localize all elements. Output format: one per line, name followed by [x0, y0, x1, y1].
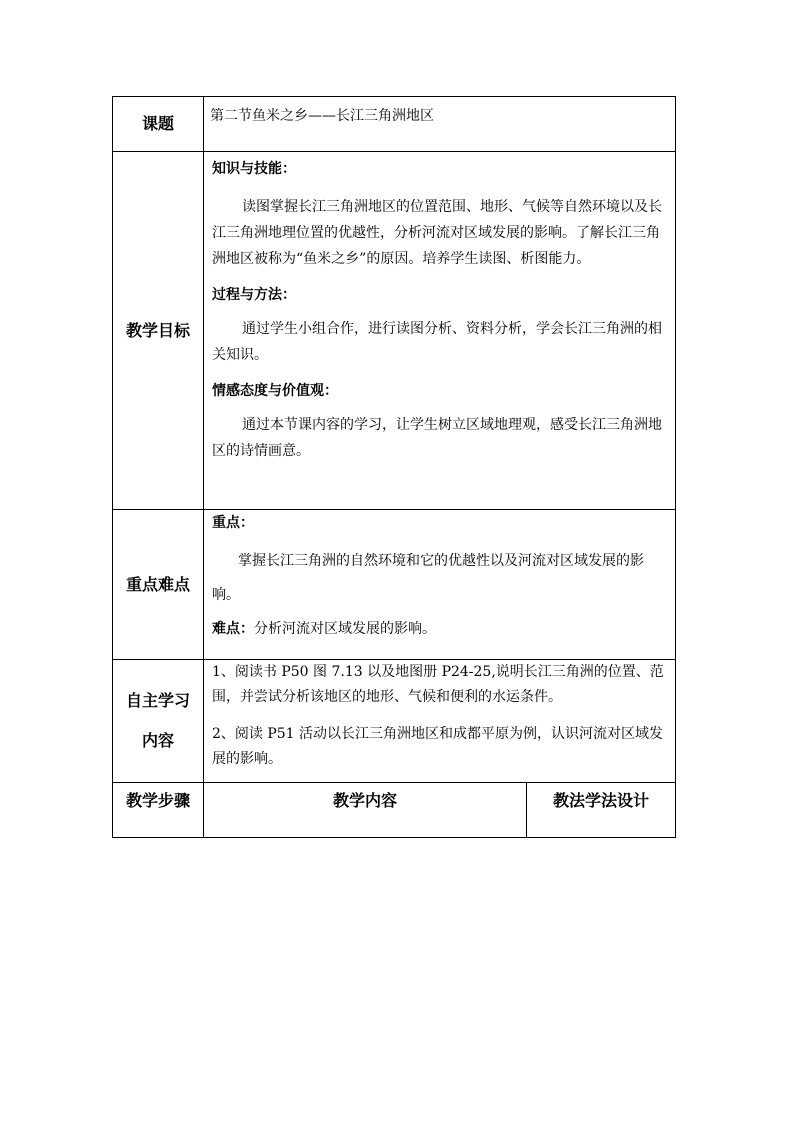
- self-study-content: [204, 660, 675, 782]
- key-points-label: 重点难点: [125, 574, 190, 594]
- emotion-text: 通过本节课内容的学习，让学生树立区域地理观，感受长江三角洲地区的诗情画意。: [212, 417, 662, 459]
- difficult-text: 分析河流对区域发展的影响。: [254, 621, 436, 637]
- emotion-heading: 情感态度与价值观：: [212, 383, 338, 399]
- key-heading: 重点：: [212, 515, 254, 531]
- self-study-item-1: 1、阅读书 P50 图 7.13 以及地图册 P24-25,说明长江三角洲的位置、范围，并尝试分析该地区的地形、气候和便利的水运条件。: [212, 664, 664, 705]
- difficult-heading: 难点：: [212, 621, 254, 637]
- table-border-right: [675, 96, 676, 838]
- objectives-label: 教学目标: [125, 320, 190, 340]
- self-study-label: [113, 660, 203, 782]
- self-study-item-2: 2、阅读 P51 活动以长江三角洲地区和成都平原为例，认识河流对区域发展的影响。: [212, 726, 664, 767]
- objectives-content: [204, 152, 675, 509]
- difficult-line: [212, 616, 667, 642]
- key-text: 掌握长江三角洲的自然环境和它的优越性以及河流对区域发展的影响。: [212, 553, 644, 603]
- methods-header: 教法学法设计: [552, 790, 649, 810]
- content-header: 教学内容: [332, 790, 397, 810]
- key-points-content: [204, 510, 675, 659]
- topic-value: 第二节鱼米之乡——长江三角洲地区: [210, 108, 434, 124]
- lesson-plan-table: [112, 96, 676, 838]
- table-border-bottom: [112, 837, 676, 838]
- knowledge-text: 读图掌握长江三角洲地区的位置范围、地形、气候等自然环境以及长江三角洲地理位置的优越性，分析河流对区域发展的影响。了解长江三角洲地区被称为“鱼米之乡”的原因。培养学生读图、析图能力。: [212, 199, 662, 267]
- topic-label: 课题: [141, 114, 174, 133]
- process-text: 通过学生小组合作，进行读图分析、资料分析，学会长江三角洲的相关知识。: [212, 321, 662, 363]
- steps-header: 教学步骤: [125, 790, 190, 810]
- process-heading: 过程与方法：: [212, 287, 296, 303]
- self-study-label-line1: 自主学习: [125, 691, 190, 710]
- self-study-label-line2: 内容: [141, 731, 174, 750]
- knowledge-heading: 知识与技能：: [212, 161, 296, 177]
